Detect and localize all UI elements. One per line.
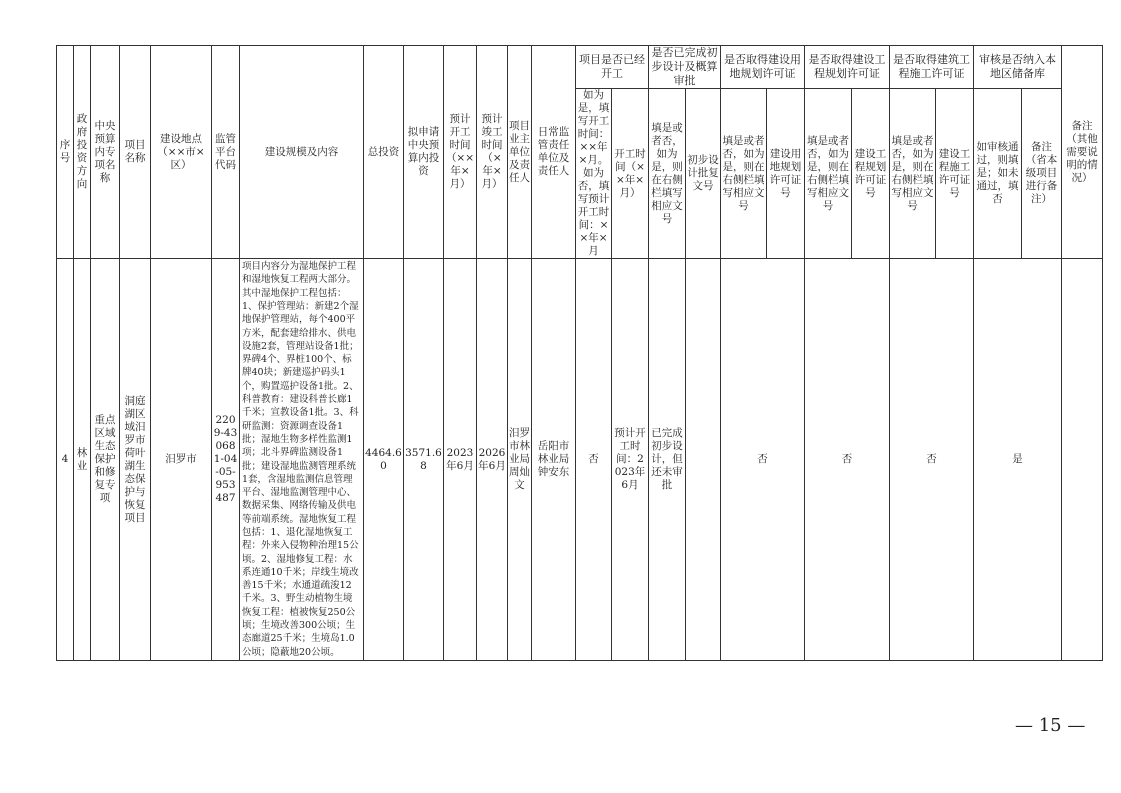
cell-seq: 4 [57, 259, 74, 661]
cell-construction-permit: 否 [890, 259, 974, 661]
header-group-reserve: 审核是否纳入本地区储备库 [974, 46, 1062, 89]
cell-location: 汨罗市 [151, 259, 212, 661]
header-group-construction-permit: 是否取得建筑工程施工许可证 [890, 46, 974, 89]
header-group-eng-plan-permit: 是否取得建设工程规划许可证 [805, 46, 890, 89]
header-started-sub1: 如为是，填写开工时间：××年×月。如为否，填写预计开工时间：××年×月 [576, 89, 612, 259]
cell-land-permit: 否 [721, 259, 805, 661]
cell-owner: 汨罗市林业局周灿文 [508, 259, 532, 661]
header-eng-plan-sub1: 填是或者否，如为是，则在右侧栏填写相应文号 [805, 89, 852, 259]
cell-eng-plan-permit: 否 [805, 259, 890, 661]
cell-project-name: 洞庭湖区域汨罗市荷叶湖生态保护与恢复项目 [120, 259, 151, 661]
header-total-invest: 总投资 [364, 46, 404, 259]
cell-design-number [686, 259, 721, 661]
header-design-sub2: 初步设计批复文号 [686, 89, 721, 259]
cell-total-invest: 4464.60 [364, 259, 404, 661]
header-land-sub2: 建设用地规划许可证号 [767, 89, 805, 259]
cell-gov-direction: 林业 [74, 259, 91, 661]
header-scale: 建设规模及内容 [240, 46, 364, 259]
header-start-time: 预计开工时间（××年×月） [444, 46, 477, 259]
header-group-land-permit: 是否取得建设用地规划许可证 [721, 46, 805, 89]
header-group-started: 项目是否已经开工 [576, 46, 649, 89]
header-group-design: 是否已完成初步设计及概算审批 [649, 46, 721, 89]
cell-remark [1062, 259, 1103, 661]
header-construction-sub2: 建设工程施工许可证号 [936, 89, 974, 259]
header-reserve-sub1: 如审核通过，则填是；如未通过，填否 [974, 89, 1022, 259]
header-design-sub1: 填是或者否，如为是，则在右侧栏填写相应文号 [649, 89, 686, 259]
cell-start-detail: 预计开工时间：2023年6月 [612, 259, 649, 661]
cell-end-time: 2026年6月 [477, 259, 508, 661]
cell-design-status: 已完成初步设计，但还未审批 [649, 259, 686, 661]
header-supervisor: 日常监管责任单位及责任人 [532, 46, 576, 259]
header-central-invest: 拟申请中央预算内投资 [404, 46, 444, 259]
header-remark: 备注（其他需要说明的情况） [1062, 46, 1103, 259]
table-row [57, 259, 1103, 661]
header-reserve-sub2: 备注（省本级项目进行备注） [1022, 89, 1062, 259]
cell-started: 否 [576, 259, 612, 661]
header-end-time: 预计竣工时间（×年×月） [477, 46, 508, 259]
page-number: — 15 — [1015, 715, 1086, 736]
cell-supervisor: 岳阳市林业局钟安东 [532, 259, 576, 661]
project-table [56, 45, 1103, 661]
cell-reserve: 是 [974, 259, 1062, 661]
header-owner: 项目业主单位及责任人 [508, 46, 532, 259]
cell-platform-code: 2209-430681-04-05-953487 [212, 259, 240, 661]
header-gov-direction: 政府投资方向 [74, 46, 91, 259]
cell-start-time: 2023年6月 [444, 259, 477, 661]
header-eng-plan-sub2: 建设工程规划许可证号 [852, 89, 890, 259]
header-started-sub2: 开工时间（××年×月） [612, 89, 649, 259]
header-land-sub1: 填是或者否，如为是，则在右侧栏填写相应文号 [721, 89, 767, 259]
header-platform-code: 监管平台代码 [212, 46, 240, 259]
header-seq: 序号 [57, 46, 74, 259]
header-construction-sub1: 填是或者否，如为是，则在右侧栏填写相应文号 [890, 89, 936, 259]
header-central-project: 中央预算内专项名称 [91, 46, 120, 259]
header-location: 建设地点（××市×区） [151, 46, 212, 259]
cell-central-project: 重点区域生态保护和修复专项 [91, 259, 120, 661]
cell-central-invest: 3571.68 [404, 259, 444, 661]
header-project-name: 项目名称 [120, 46, 151, 259]
cell-scale: 项目内容分为湿地保护工程和湿地恢复工程两大部分。其中湿地保护工程包括：1、保护管理站：新建2个湿地保护管理站，每个400平方米，配套建给排水、供电设施2套，管理站设备1批；界碑4个、界桩100个、标牌40块；新建巡护码头1个，购置巡护设备1批。2、科普教育：建设科普长廊1千米；宣教设备1批。3、科研监测：资源调查设备1批；湿地生物多样性监测1项；北斗界碑监测设备1批；建设湿地监测管理系统1套，含湿地监测信息管理平台、湿地监测管理中心、数据采集、网络传输及供电等前端系统。湿地恢复工程包括：1、退化湿地恢复工程：外来入侵物种治理15公顷。2、湿地修复工程：水系连通10千米；岸线生境改善15千米；水通道疏浚12千米。3、野生动植物生境恢复工程：植被恢复250公顷；生境改善300公顷；生态廊道25千米；生境岛1.0公顷；隐蔽地20公顷。 [240, 259, 364, 661]
